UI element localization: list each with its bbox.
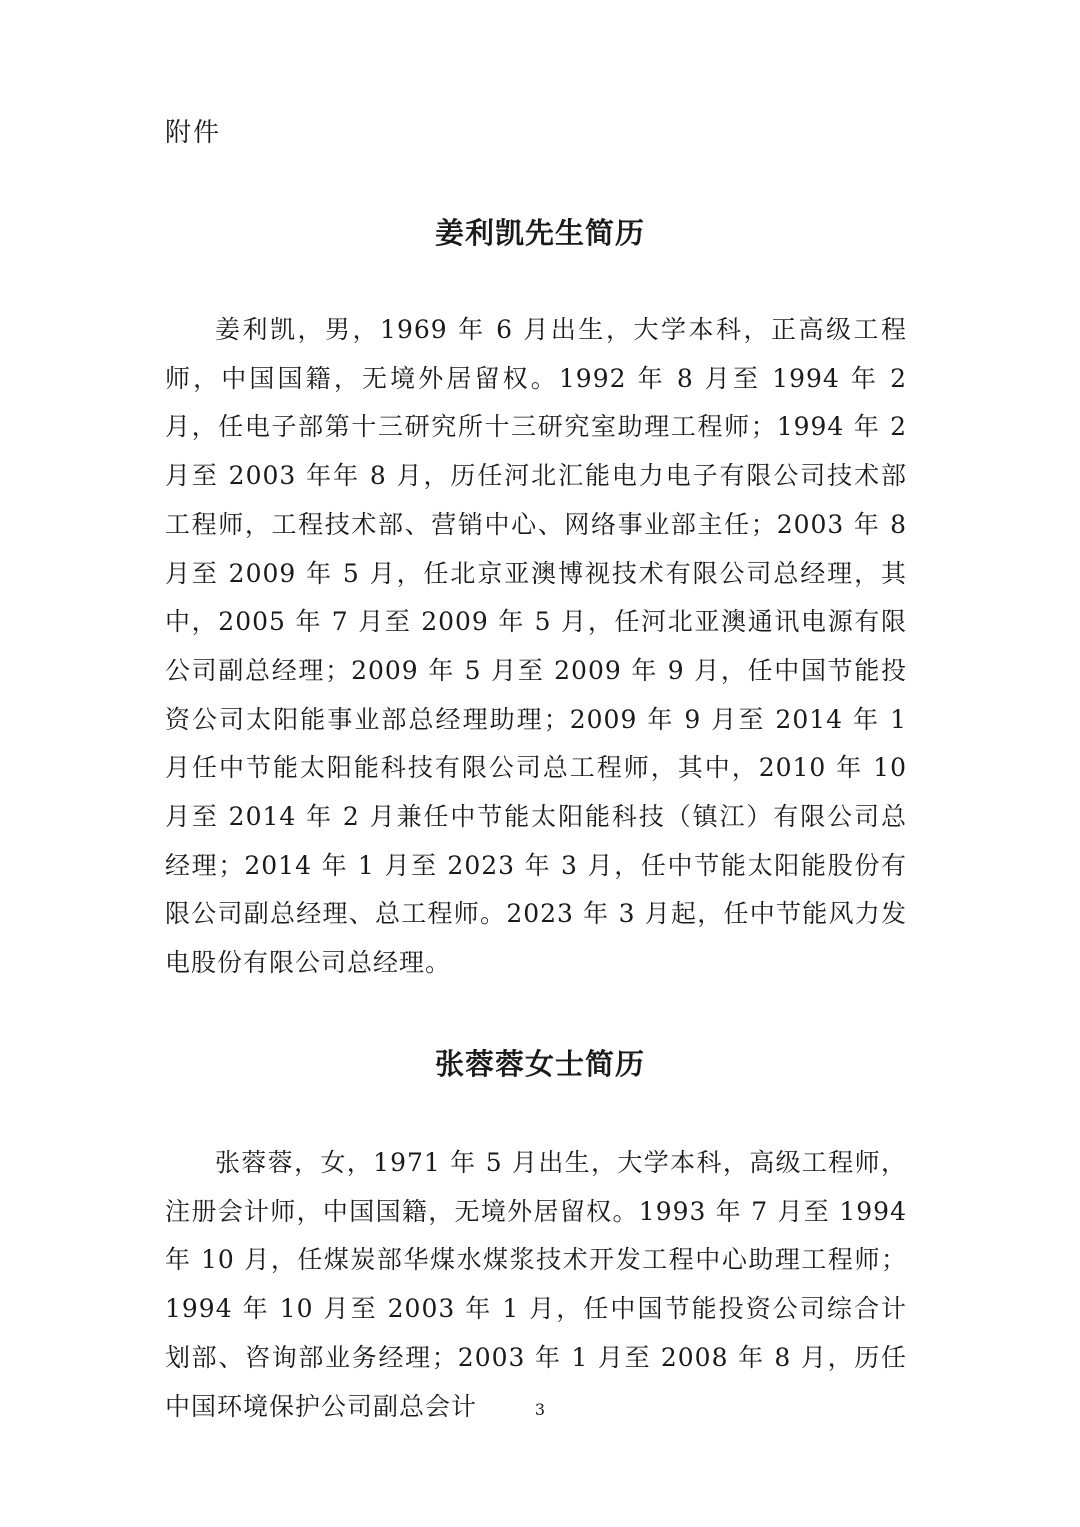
bio-paragraph-jiang-likai: 姜利凯，男，1969 年 6 月出生，大学本科，正高级工程师，中国国籍，无境外居留权。1992 年 8 月至 1994 年 2 月，任电子部第十三研究所十三研究室助理工程师；1994 年 2 月至 2003 年年 8 月，历任河北汇能电力电子有限公司技术部工程师，工程技术部、营销中心、网络事业部主任；2003 年 8 月至 2009 年 5 月，任北京亚澳博视技术有限公司总经理，其中，2005 年 7 月至 2009 年 5 月，任河北亚澳通讯电源有限公司副总经理；2009 年 5 月至 2009 年 9 月，任中国节能投资公司太阳能事业部总经理助理；2009 年 9 月至 2014 年 1 月任中节能太阳能科技有限公司总工程师，其中，2010 年 10 月至 2014 年 2 月兼任中节能太阳能科技（镇江）有限公司总经理；2014 年 1 月至 2023 年 3 月，任中节能太阳能股份有限公司副总经理、总工程师。2023 年 3 月起，任中节能风力发电股份有限公司总经理。 [165,315,907,978]
section-title-jiang-likai: 姜利凯先生简历 [434,216,645,250]
bio-paragraph-zhang-rongrong: 张蓉蓉，女，1971 年 5 月出生，大学本科，高级工程师，注册会计师，中国国籍，无境外居留权。1993 年 7 月至 1994 年 10 月，任煤炭部华煤水煤浆技术开发工程中心助理工程师；1994 年 10 月至 2003 年 1 月，任中国节能投资公司综合计划部、咨询部业务经理；2003 年 1 月至 2008 年 8 月，历任中国环境保护公司副总会计 [165,1148,907,1421]
section-title-zhang-rongrong: 张蓉蓉女士简历 [434,1047,645,1081]
page-number: 3 [534,1400,546,1419]
attachment-label: 附件 [165,118,222,148]
